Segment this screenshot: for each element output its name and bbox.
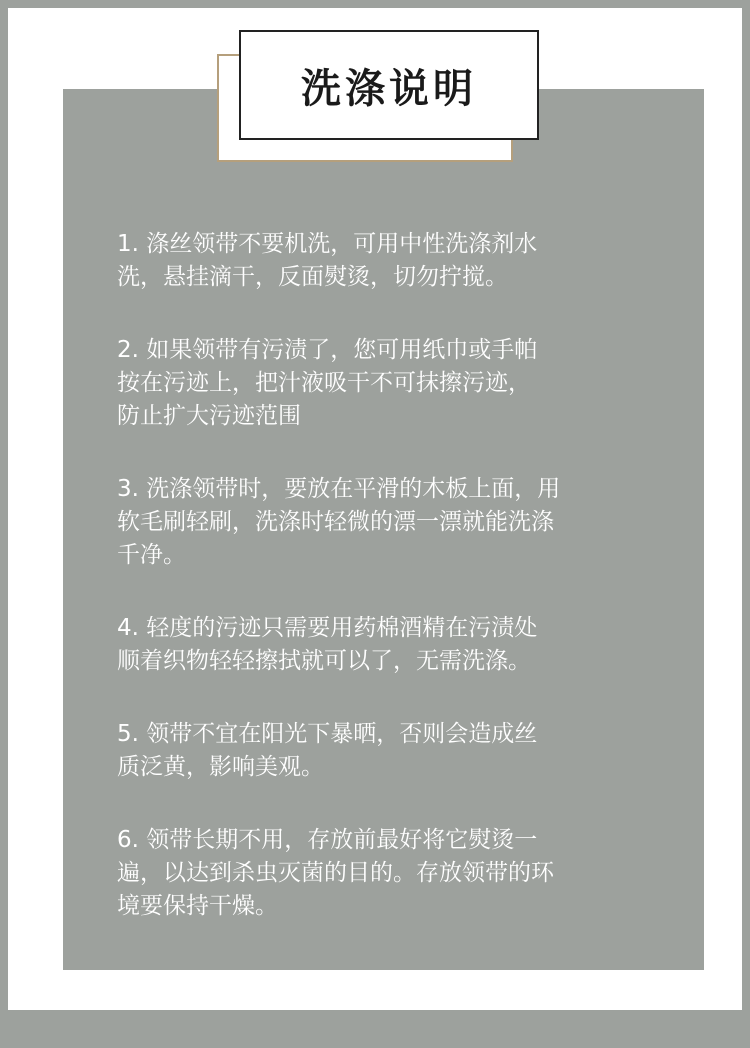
instruction-line: 千净。 (117, 542, 186, 568)
page-title: 洗涤说明 (301, 64, 477, 112)
instruction-line: 4. 轻度的污迹只需要用药棉酒精在污渍处 (117, 615, 538, 641)
instruction-line: 洗，悬挂滴干，反面熨烫，切勿拧搅。 (117, 264, 508, 290)
title-frame (239, 30, 539, 140)
instruction-line: 1. 涤丝领带不要机洗，可用中性洗涤剂水 (117, 231, 538, 257)
instruction-item (117, 334, 677, 433)
top-border (0, 0, 750, 8)
instruction-item (117, 228, 677, 294)
left-border (0, 0, 8, 1048)
instruction-item (117, 612, 677, 678)
instruction-line: 6. 领带长期不用，存放前最好将它熨烫一 (117, 827, 538, 853)
instruction-line: 顺着织物轻轻擦拭就可以了，无需洗涤。 (117, 648, 531, 674)
instruction-line: 3. 洗涤领带时，要放在平滑的木板上面，用 (117, 476, 561, 502)
instruction-line: 5. 领带不宜在阳光下暴晒，否则会造成丝 (117, 721, 538, 747)
instruction-line: 软毛刷轻刷，洗涤时轻微的漂一漂就能洗涤 (117, 509, 554, 535)
right-border (742, 0, 750, 1048)
instruction-item (117, 718, 677, 784)
instruction-line: 境要保持干燥。 (117, 893, 278, 919)
instructions-list (117, 228, 677, 963)
instruction-item (117, 824, 677, 923)
instruction-line: 质泛黄，影响美观。 (117, 754, 324, 780)
instruction-line: 2. 如果领带有污渍了，您可用纸巾或手帕 (117, 337, 538, 363)
instruction-line: 按在污迹上，把汁液吸干不可抹擦污迹， (117, 370, 531, 396)
instruction-line: 防止扩大污迹范围 (117, 403, 301, 429)
instruction-item (117, 473, 677, 572)
instruction-line: 遍，以达到杀虫灭菌的目的。存放领带的环 (117, 860, 554, 886)
bottom-border (0, 1010, 750, 1048)
